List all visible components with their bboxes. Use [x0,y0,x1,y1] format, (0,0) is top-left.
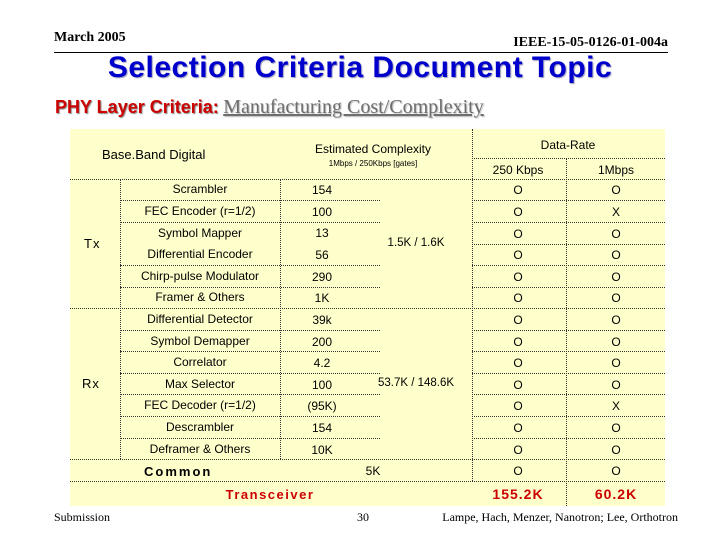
row-line [472,222,665,223]
row-gates: 154 [311,183,333,197]
row-line [120,351,380,352]
row-line [472,351,665,352]
row-name: Symbol Demapper [150,334,250,348]
row-rate-250: O [513,183,523,197]
row-line [120,438,380,439]
row-rate-250: O [513,227,523,241]
row-rate-1m: O [611,378,621,392]
row-name: Deframer & Others [149,442,251,456]
slide-subtitle [55,96,484,119]
row-name: Framer & Others [155,290,245,304]
row-line [120,222,380,223]
row-line [472,265,665,266]
row-gates: 4.2 [313,356,331,370]
row-line [120,200,380,201]
row-gates: 1K [314,291,330,305]
row-name: FEC Decoder (r=1/2) [144,398,256,412]
row-gates: 154 [311,421,333,435]
row-rate-1m: O [611,356,621,370]
row-line [120,287,380,288]
row-gates: 56 [315,248,329,262]
rx-label: Rx [82,376,100,391]
row-name: Chirp-pulse Modulator [140,269,260,283]
footer-submission: Submission [54,510,111,524]
row-rate-1m: O [611,443,621,457]
baseband-header: Base.Band Digital [102,147,206,162]
row-line [120,265,380,266]
row-rate-1m: O [611,335,621,349]
row-gates: 290 [311,270,333,284]
row-rate-250: O [513,291,523,305]
row-gates: 100 [311,205,333,219]
data-rate-header: Data-Rate [540,138,596,152]
row-rate-1m: O [611,248,621,262]
common-transceiver-divider [70,481,665,482]
group-column-line [120,179,121,459]
subtitle-topic: Manufacturing Cost/Complexity [223,96,484,118]
transceiver-rate-1m: 60.2K [594,486,638,502]
slide-title: Selection Criteria Document Topic [107,51,613,84]
row-line [472,373,665,374]
header-divider-line [70,179,665,180]
row-name: Max Selector [164,377,236,391]
tx-rx-divider [70,308,665,309]
rate-split-column-line [566,158,567,506]
complexity-subheader: 1Mbps / 250Kbps [gates] [328,159,418,168]
row-rate-1m: O [611,421,621,435]
tx-label: Tx [84,236,101,251]
row-name: Differential Encoder [147,247,253,261]
rx-common-divider [70,459,665,460]
rate-1m-header: 1Mbps [597,163,635,177]
row-rate-1m: O [611,313,621,327]
row-line [472,287,665,288]
common-rate-1m: O [611,464,621,478]
row-rate-250: O [513,335,523,349]
common-gates: 5K [365,464,381,478]
row-line [472,416,665,417]
row-rate-1m: O [611,227,621,241]
row-line [472,438,665,439]
row-gates: 13 [315,226,329,240]
header-doc-id: IEEE-15-05-0126-01-004a [513,35,668,50]
row-name: Differential Detector [147,312,253,326]
row-line [472,200,665,201]
tx-total: 1.5K / 1.6K [387,237,445,249]
header-date: March 2005 [54,30,126,45]
row-gates: 100 [311,378,333,392]
row-rate-250: O [513,443,523,457]
rx-total: 53.7K / 148.6K [377,377,455,389]
row-rate-250: O [513,378,523,392]
row-rate-1m: O [611,291,621,305]
row-name: FEC Encoder (r=1/2) [144,204,256,218]
row-name: Scrambler [172,182,228,196]
row-gates: 10K [311,443,333,457]
row-rate-1m: O [611,183,621,197]
complexity-rate-column-line [472,129,473,481]
row-gates: (95K) [307,399,337,413]
row-gates: 39k [312,313,332,327]
footer-authors: Lampe, Hach, Menzer, Nanotron; Lee, Orthotron [442,510,678,524]
row-rate-250: O [513,270,523,284]
row-rate-250: O [513,399,523,413]
row-line [472,394,665,395]
row-line [120,330,380,331]
transceiver-label: Transceiver [225,487,315,502]
row-line [120,394,380,395]
common-label: Common [144,464,213,479]
row-rate-250: O [513,205,523,219]
row-rate-1m: O [611,270,621,284]
row-gates: 200 [311,335,333,349]
row-name: Descrambler [165,420,235,434]
rate-250-header: 250 Kbps [492,163,544,177]
row-rate-250: O [513,248,523,262]
row-rate-250: O [513,356,523,370]
rate-header-line [472,158,665,159]
row-rate-1m: X [611,399,621,413]
subtitle-prefix: PHY Layer Criteria: [55,97,219,117]
row-line [120,373,380,374]
row-rate-250: O [513,313,523,327]
row-rate-250: O [513,421,523,435]
row-name: Symbol Mapper [157,226,243,240]
common-rate-250: O [513,464,523,478]
transceiver-rate-250: 155.2K [492,486,544,502]
row-line [472,330,665,331]
row-name: Correlator [173,355,227,369]
row-line [472,244,665,245]
row-rate-1m: X [611,205,621,219]
complexity-header: Estimated Complexity [314,142,432,156]
row-line [120,416,380,417]
name-gates-column-line [280,179,281,459]
footer-page-number: 30 [357,510,369,524]
